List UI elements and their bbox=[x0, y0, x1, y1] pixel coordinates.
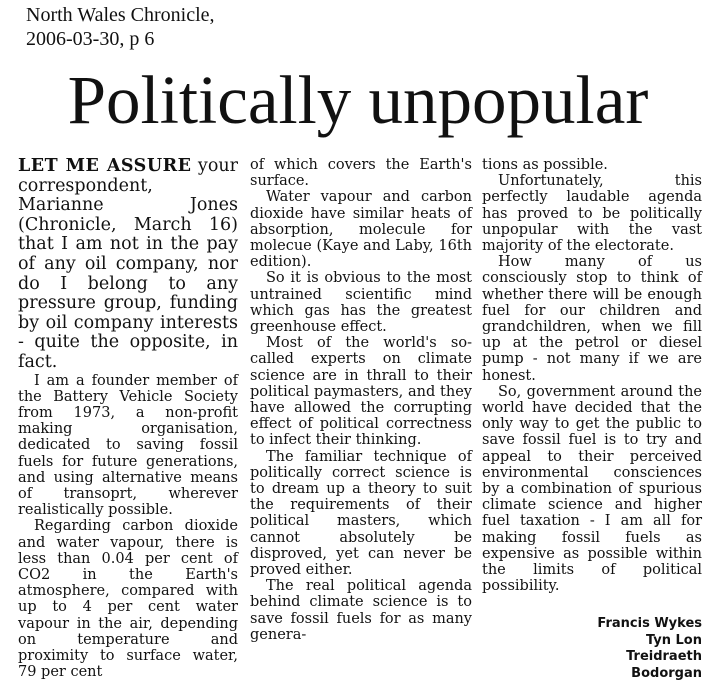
intro-lead: LET ME ASSURE bbox=[18, 156, 192, 176]
article-column-1 bbox=[18, 157, 238, 680]
publication-name: North Wales Chronicle, bbox=[26, 4, 215, 26]
article-column-2 bbox=[250, 157, 472, 643]
body-paragraph: So it is obvious to the most untrained scientific mind which gas has the greatest greenhouse effect. bbox=[250, 270, 472, 336]
body-paragraph: Water vapour and carbon dioxide have similar heats of absorption, molecule for molecue (Kaye and Laby, 16th edition). bbox=[250, 189, 472, 271]
body-paragraph: The familiar technique of politically correct science is to dream up a theory to suit the requirements of their political masters, which cannot absolutely be disproved, yet can never be proved either. bbox=[250, 448, 472, 579]
body-paragraph: How many of us consciously stop to think of whether there will be enough fuel for our children and grandchildren, when we fill up at the petrol or diesel pump - not many if we are honest. bbox=[482, 254, 702, 384]
body-paragraph: So, government around the world have decided that the only way to get the public to save fossil fuel is to try and appeal to their perceived environmental consciences by a combination of spurious climate science and higher fuel taxation - I am all for making fossil fuels as expensive as possible within the limits of political possibility. bbox=[482, 383, 702, 595]
body-paragraph-continued: tions as possible. bbox=[482, 157, 608, 173]
intro-paragraph bbox=[18, 157, 238, 373]
article-column-3 bbox=[482, 157, 702, 594]
intro-text: your correspondent, Marianne Jones (Chronicle, March 16) that I am not in the pay of any oil company, nor do I belong to any pressure group, funding by oil company interests - quite the opposite, in fact. bbox=[18, 156, 238, 372]
body-paragraph: Regarding carbon dioxide and water vapour, there is less than 0.04 per cent of CO2 in the Earth's atmosphere, compared with up to 4 per cent water vapour in the air, depending on temperature and proximity to surface water, 79 per cent bbox=[18, 518, 238, 681]
letter-signature bbox=[597, 616, 702, 682]
body-paragraph-continued: of which covers the Earth's surface. bbox=[250, 157, 472, 190]
body-paragraph: I am a founder member of the Battery Vehicle Society from 1973, a non-profit making organisation, dedicated to saving fossil fuels for future generations, and using alternative means of transoprt, wherever realistically possible. bbox=[18, 372, 238, 519]
author-address-line: Treidraeth bbox=[626, 649, 702, 664]
headline: Politically unpopular bbox=[67, 62, 649, 138]
author-address-line: Bodorgan bbox=[631, 665, 702, 681]
author-address-line: Tyn Lon bbox=[645, 632, 702, 648]
source-citation bbox=[26, 3, 215, 51]
body-paragraph: Most of the world's so-called experts on climate science are in thrall to their political paymasters, and they have allowed the corrupting effect of political correctness to infect their thinking. bbox=[250, 335, 472, 449]
publication-date-page: 2006-03-30, p 6 bbox=[26, 28, 155, 50]
body-paragraph: Unfortunately, this perfectly laudable agenda has proved to be politically unpopular with the vast majority of the electorate. bbox=[482, 173, 702, 255]
author-name: Francis Wykes bbox=[597, 616, 702, 631]
body-paragraph: The real political agenda behind climate science is to save fossil fuels for as many genera- bbox=[250, 578, 472, 643]
